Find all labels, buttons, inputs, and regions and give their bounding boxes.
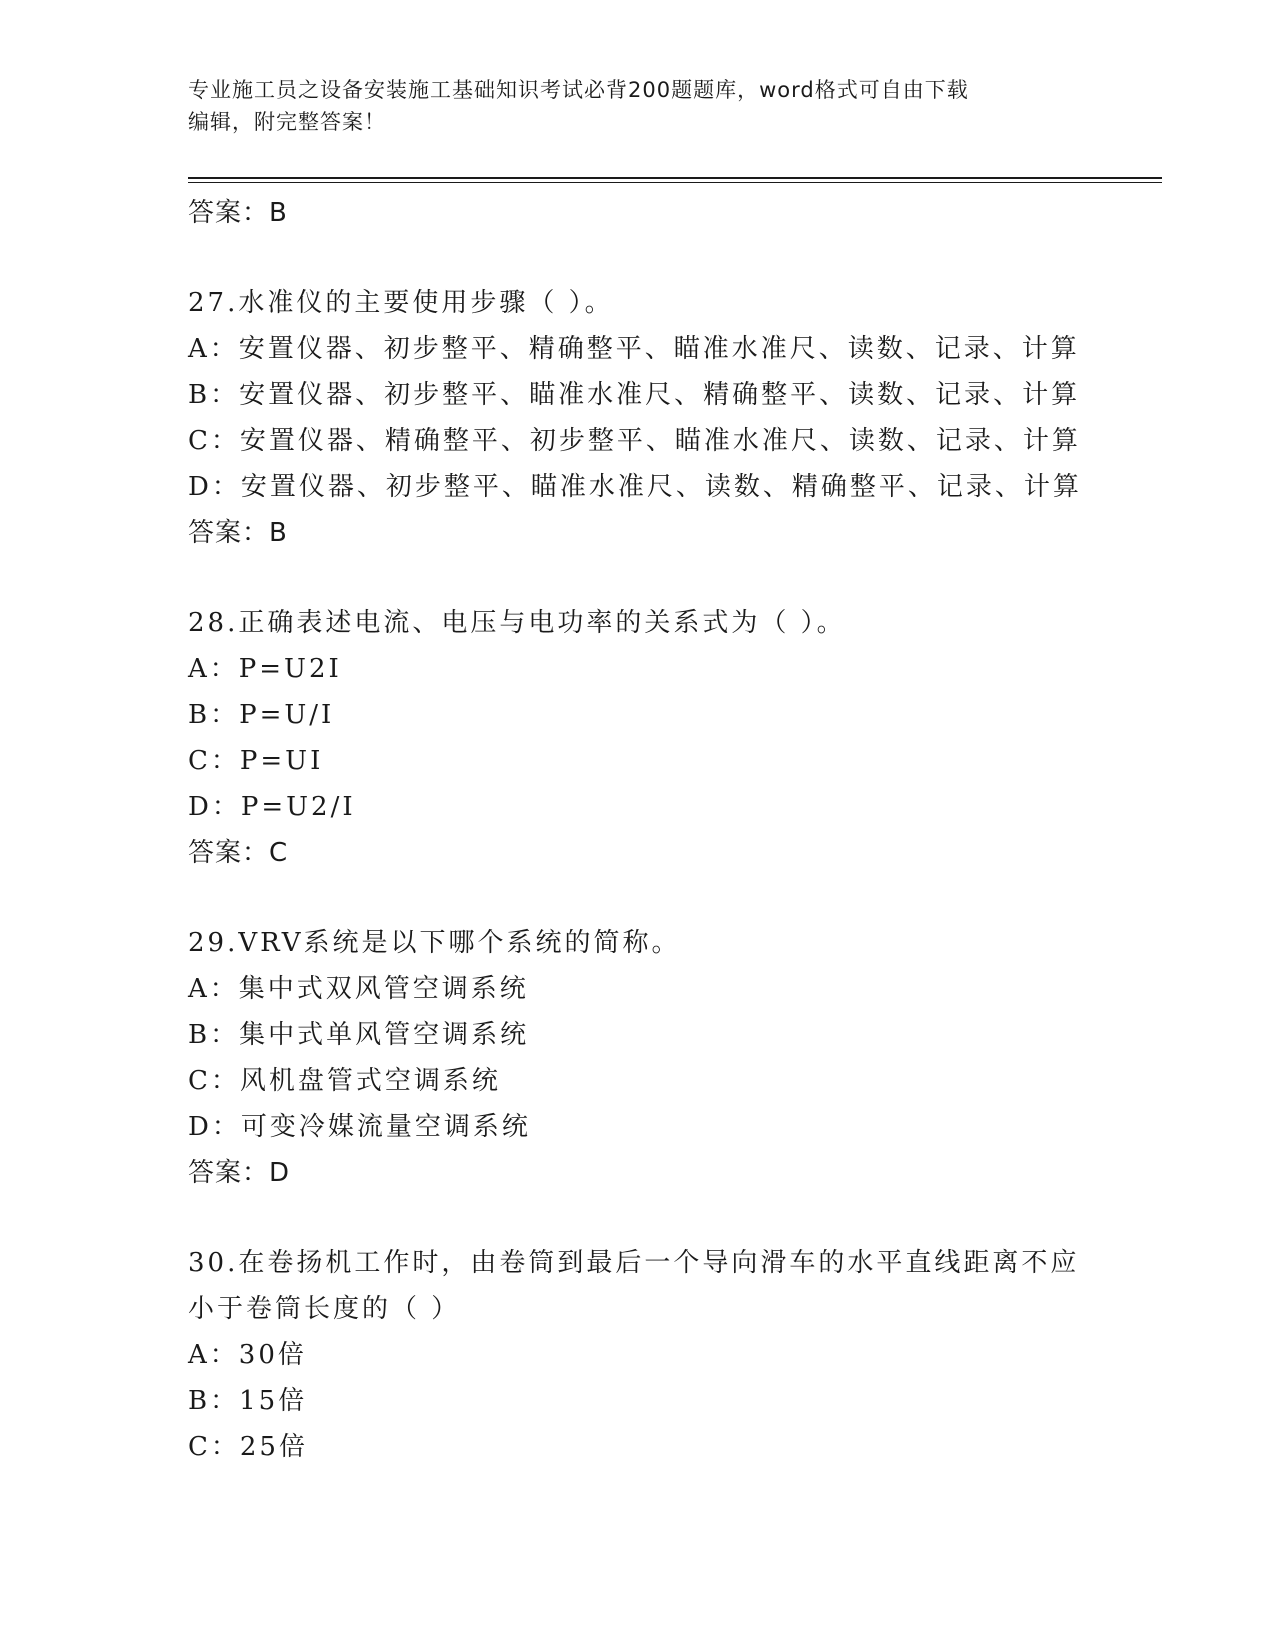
question-list	[188, 190, 1088, 1470]
option-c: C：安置仪器、精确整平、初步整平、瞄准水准尺、读数、记录、计算	[188, 426, 1081, 456]
option-a: A：集中式双风管空调系统	[188, 974, 529, 1004]
option-b: B：15倍	[188, 1386, 308, 1416]
spacer	[188, 1196, 1088, 1240]
option-c: C：P=UI	[188, 746, 324, 776]
header-line-1: 专业施工员之设备安装施工基础知识考试必背200题题库，word格式可自由下载	[188, 78, 969, 102]
option-c: C：25倍	[188, 1432, 308, 1462]
option-d: D：可变冷媒流量空调系统	[188, 1112, 531, 1142]
spacer	[188, 236, 1088, 280]
document-header	[188, 74, 1068, 138]
question-stem: 27.水准仪的主要使用步骤（ ）。	[188, 288, 614, 318]
spacer	[188, 556, 1088, 600]
question-stem: 30.在卷扬机工作时，由卷筒到最后一个导向滑车的水平直线距离不应	[188, 1248, 1080, 1278]
option-b: B：安置仪器、初步整平、瞄准水准尺、精确整平、读数、记录、计算	[188, 380, 1081, 410]
answer-line: 答案：D	[188, 1158, 291, 1188]
question-block	[188, 920, 1088, 1196]
question-block	[188, 600, 1088, 876]
option-a: A：30倍	[188, 1340, 307, 1370]
question-stem-continued: 小于卷筒长度的（ ）	[188, 1294, 461, 1324]
answer-line: 答案：C	[188, 838, 289, 868]
option-b: B：集中式单风管空调系统	[188, 1020, 530, 1050]
header-divider-thin	[188, 182, 1162, 183]
option-b: B：P=U/I	[188, 700, 335, 730]
question-stem: 29.VRV系统是以下哪个系统的简称。	[188, 928, 681, 958]
option-a: A：安置仪器、初步整平、精确整平、瞄准水准尺、读数、记录、计算	[188, 334, 1080, 364]
answer-line: 答案：B	[188, 198, 288, 228]
question-stem: 28.正确表述电流、电压与电功率的关系式为（ ）。	[188, 608, 846, 638]
option-d: D：安置仪器、初步整平、瞄准水准尺、读数、精确整平、记录、计算	[188, 472, 1082, 502]
answer-line: 答案：B	[188, 518, 288, 548]
option-c: C：风机盘管式空调系统	[188, 1066, 501, 1096]
option-a: A：P=U2I	[188, 654, 342, 684]
spacer	[188, 876, 1088, 920]
question-block	[188, 280, 1088, 556]
header-line-2: 编辑，附完整答案！	[188, 110, 386, 134]
option-d: D：P=U2/I	[188, 792, 356, 822]
question-block	[188, 1240, 1088, 1470]
header-divider-thick	[188, 177, 1162, 179]
